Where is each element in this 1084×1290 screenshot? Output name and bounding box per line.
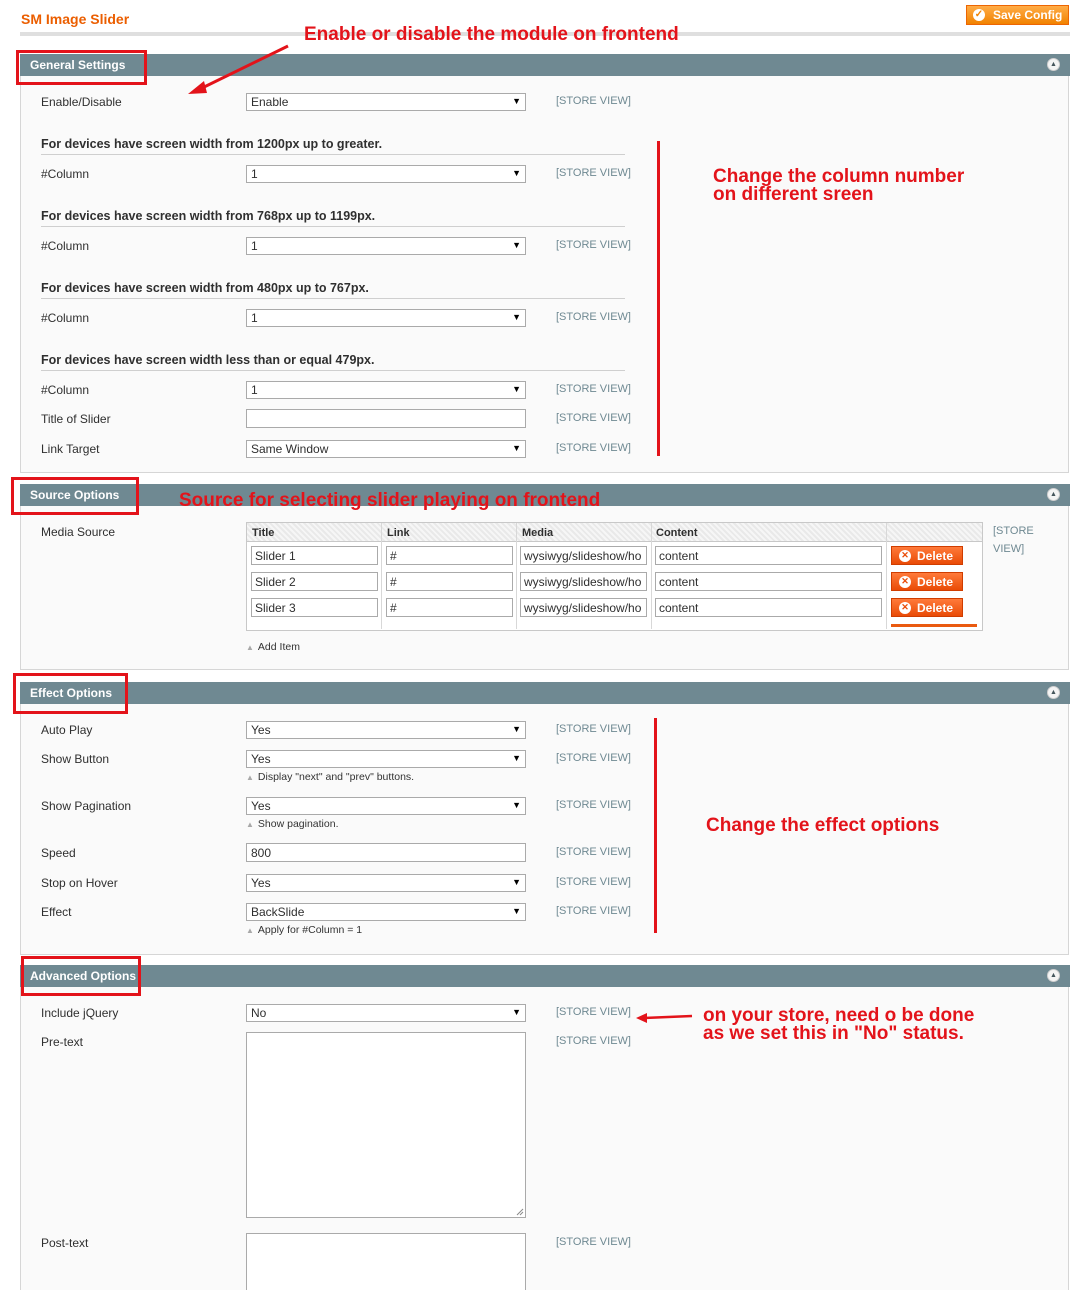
annotation-column-line2: on different sreen bbox=[713, 184, 874, 205]
row-content-input[interactable]: content bbox=[655, 572, 882, 591]
column-label: #Column bbox=[41, 167, 90, 181]
triangle-up-icon: ▲ bbox=[246, 926, 254, 935]
highlight-box bbox=[21, 956, 141, 996]
row-title-input[interactable]: Slider 3 bbox=[251, 598, 378, 617]
show-button-label: Show Button bbox=[41, 752, 110, 766]
column-header-title: Title bbox=[252, 527, 275, 539]
scope-label: [STORE VIEW] bbox=[556, 1006, 631, 1018]
row-content-input[interactable]: content bbox=[655, 546, 882, 565]
effect-label: Effect bbox=[41, 905, 72, 919]
stop-on-hover-label: Stop on Hover bbox=[41, 876, 118, 890]
slider-title-input[interactable] bbox=[246, 409, 526, 428]
pre-text-label: Pre-text bbox=[41, 1035, 84, 1049]
advanced-options-header[interactable] bbox=[20, 965, 1070, 987]
column-select[interactable]: 1 ▼ bbox=[246, 381, 526, 399]
dropdown-arrow-icon: ▼ bbox=[512, 384, 521, 394]
column-label: #Column bbox=[41, 239, 90, 253]
column-header-content: Content bbox=[656, 527, 698, 539]
annotation-jquery-line1: on your store, need o be done bbox=[703, 1005, 975, 1026]
media-source-grid bbox=[246, 522, 983, 631]
close-icon: ✕ bbox=[899, 576, 911, 588]
column-header-media: Media bbox=[522, 527, 554, 539]
row-link-input[interactable]: # bbox=[386, 546, 513, 565]
scope-label: [STORE VIEW] bbox=[556, 383, 631, 395]
scope-label: [STORE VIEW] bbox=[556, 1236, 631, 1248]
dropdown-arrow-icon: ▼ bbox=[512, 1007, 521, 1017]
speed-input[interactable]: 800 bbox=[246, 843, 526, 862]
annotation-arrow-icon bbox=[180, 40, 295, 100]
show-pagination-select[interactable]: Yes ▼ bbox=[246, 797, 526, 815]
annotation-effect: Change the effect options bbox=[706, 815, 940, 836]
annotation-arrow-icon bbox=[634, 1010, 694, 1024]
post-text-textarea[interactable] bbox=[246, 1233, 526, 1290]
scope-label: [STORE VIEW] bbox=[556, 799, 631, 811]
section-title: Advanced Options bbox=[30, 969, 137, 983]
scope-label: [STORE VIEW] bbox=[556, 1035, 631, 1047]
column-divider bbox=[651, 523, 652, 629]
scope-label: [STORE VIEW] bbox=[556, 167, 631, 179]
scope-label: [STORE VIEW] bbox=[556, 442, 631, 454]
column-select[interactable]: 1 ▼ bbox=[246, 165, 526, 183]
annotation-source: Source for selecting slider playing on frontend bbox=[179, 490, 601, 511]
column-label: #Column bbox=[41, 383, 90, 397]
column-label: #Column bbox=[41, 311, 90, 325]
row-title-input[interactable]: Slider 2 bbox=[251, 572, 378, 591]
column-select[interactable]: 1 ▼ bbox=[246, 237, 526, 255]
pre-text-textarea[interactable] bbox=[246, 1032, 526, 1218]
general-settings-header[interactable] bbox=[20, 54, 1070, 76]
row-media-input[interactable]: wysiwyg/slideshow/ho bbox=[520, 598, 647, 617]
link-target-label: Link Target bbox=[41, 442, 100, 456]
device-heading: For devices have screen width less than or equal 479px. bbox=[41, 353, 625, 371]
scope-label-line2: VIEW] bbox=[993, 543, 1025, 555]
scope-label: [STORE VIEW] bbox=[556, 723, 631, 735]
collapse-icon[interactable]: ▲ bbox=[1047, 58, 1060, 71]
stop-on-hover-select[interactable]: Yes ▼ bbox=[246, 874, 526, 892]
close-icon: ✕ bbox=[899, 602, 911, 614]
auto-play-select[interactable]: Yes ▼ bbox=[246, 721, 526, 739]
dropdown-arrow-icon: ▼ bbox=[512, 906, 521, 916]
dropdown-arrow-icon: ▼ bbox=[512, 724, 521, 734]
scope-label: [STORE VIEW] bbox=[556, 752, 631, 764]
row-link-input[interactable]: # bbox=[386, 572, 513, 591]
collapse-icon[interactable]: ▲ bbox=[1047, 686, 1060, 699]
scope-label: [STORE VIEW] bbox=[556, 846, 631, 858]
dropdown-arrow-icon: ▼ bbox=[512, 240, 521, 250]
show-button-note: ▲ Display "next" and "prev" buttons. bbox=[246, 771, 415, 783]
show-button-select[interactable]: Yes ▼ bbox=[246, 750, 526, 768]
annotation-enable: Enable or disable the module on frontend bbox=[304, 24, 679, 45]
highlight-box bbox=[11, 477, 139, 515]
collapse-icon[interactable]: ▲ bbox=[1047, 969, 1060, 982]
scope-label-line1: [STORE bbox=[993, 525, 1034, 537]
device-heading: For devices have screen width from 480px up to 767px. bbox=[41, 281, 625, 299]
speed-label: Speed bbox=[41, 846, 76, 860]
row-media-input[interactable]: wysiwyg/slideshow/ho bbox=[520, 546, 647, 565]
close-icon: ✕ bbox=[899, 550, 911, 562]
save-config-label: Save Config bbox=[993, 8, 1063, 22]
general-settings-body bbox=[20, 76, 1069, 473]
include-jquery-select[interactable]: No ▼ bbox=[246, 1004, 526, 1022]
annotation-jquery-line2: as we set this in "No" status. bbox=[703, 1023, 964, 1044]
add-item-link[interactable]: ▲ Add Item bbox=[246, 641, 300, 653]
highlight-box bbox=[16, 50, 147, 85]
delete-row-button[interactable]: ✕ Delete bbox=[891, 546, 963, 565]
column-divider bbox=[381, 523, 382, 629]
dropdown-arrow-icon: ▼ bbox=[512, 800, 521, 810]
triangle-up-icon: ▲ bbox=[246, 773, 254, 782]
device-heading: For devices have screen width from 768px up to 1199px. bbox=[41, 209, 625, 227]
delete-row-button[interactable]: ✕ Delete bbox=[891, 572, 963, 591]
scope-label: [STORE VIEW] bbox=[556, 311, 631, 323]
post-text-label: Post-text bbox=[41, 1236, 89, 1250]
effect-select[interactable]: BackSlide ▼ bbox=[246, 903, 526, 921]
slider-title-label: Title of Slider bbox=[41, 412, 111, 426]
enable-select[interactable]: Enable ▼ bbox=[246, 93, 526, 111]
section-title: General Settings bbox=[30, 58, 126, 72]
scope-label: [STORE VIEW] bbox=[556, 95, 631, 107]
triangle-up-icon: ▲ bbox=[246, 820, 254, 829]
dropdown-arrow-icon: ▼ bbox=[512, 753, 521, 763]
collapse-icon[interactable]: ▲ bbox=[1047, 488, 1060, 501]
auto-play-label: Auto Play bbox=[41, 723, 93, 737]
scope-label: [STORE VIEW] bbox=[556, 905, 631, 917]
dropdown-arrow-icon: ▼ bbox=[512, 168, 521, 178]
save-config-button[interactable] bbox=[966, 5, 1069, 25]
link-target-select[interactable]: Same Window ▼ bbox=[246, 440, 526, 458]
check-icon: ✓ bbox=[974, 9, 984, 20]
column-divider bbox=[886, 523, 887, 629]
scope-label: [STORE VIEW] bbox=[556, 239, 631, 251]
highlight-box bbox=[13, 673, 128, 714]
dropdown-arrow-icon: ▼ bbox=[512, 443, 521, 453]
hidden-button-edge bbox=[891, 624, 977, 627]
delete-row-button[interactable]: ✕ Delete bbox=[891, 598, 963, 617]
show-pagination-label: Show Pagination bbox=[41, 799, 132, 813]
enable-label: Enable/Disable bbox=[41, 95, 122, 109]
annotation-bracket-line bbox=[657, 141, 660, 456]
device-heading: For devices have screen width from 1200px up to greater. bbox=[41, 137, 625, 155]
row-link-input[interactable]: # bbox=[386, 598, 513, 617]
dropdown-arrow-icon: ▼ bbox=[512, 877, 521, 887]
effect-note: ▲ Apply for #Column = 1 bbox=[246, 924, 363, 936]
scope-label: [STORE VIEW] bbox=[556, 412, 631, 424]
annotation-column-line1: Change the column number bbox=[713, 166, 965, 187]
page-title: SM Image Slider bbox=[21, 11, 130, 27]
effect-options-header[interactable] bbox=[20, 682, 1070, 704]
row-content-input[interactable]: content bbox=[655, 598, 882, 617]
row-title-input[interactable]: Slider 1 bbox=[251, 546, 378, 565]
section-title: Effect Options bbox=[30, 686, 113, 700]
resize-handle-icon[interactable] bbox=[516, 1208, 524, 1216]
media-source-label: Media Source bbox=[41, 525, 116, 539]
section-title: Source Options bbox=[30, 488, 120, 502]
row-media-input[interactable]: wysiwyg/slideshow/ho bbox=[520, 572, 647, 591]
grid-header bbox=[247, 523, 982, 542]
annotation-bracket-line bbox=[654, 718, 657, 933]
column-header-link: Link bbox=[387, 527, 410, 539]
include-jquery-label: Include jQuery bbox=[41, 1006, 119, 1020]
dropdown-arrow-icon: ▼ bbox=[512, 96, 521, 106]
triangle-up-icon: ▲ bbox=[246, 643, 254, 652]
scope-label: [STORE VIEW] bbox=[556, 876, 631, 888]
dropdown-arrow-icon: ▼ bbox=[512, 312, 521, 322]
column-select[interactable]: 1 ▼ bbox=[246, 309, 526, 327]
column-divider bbox=[516, 523, 517, 629]
show-pagination-note: ▲ Show pagination. bbox=[246, 818, 339, 830]
